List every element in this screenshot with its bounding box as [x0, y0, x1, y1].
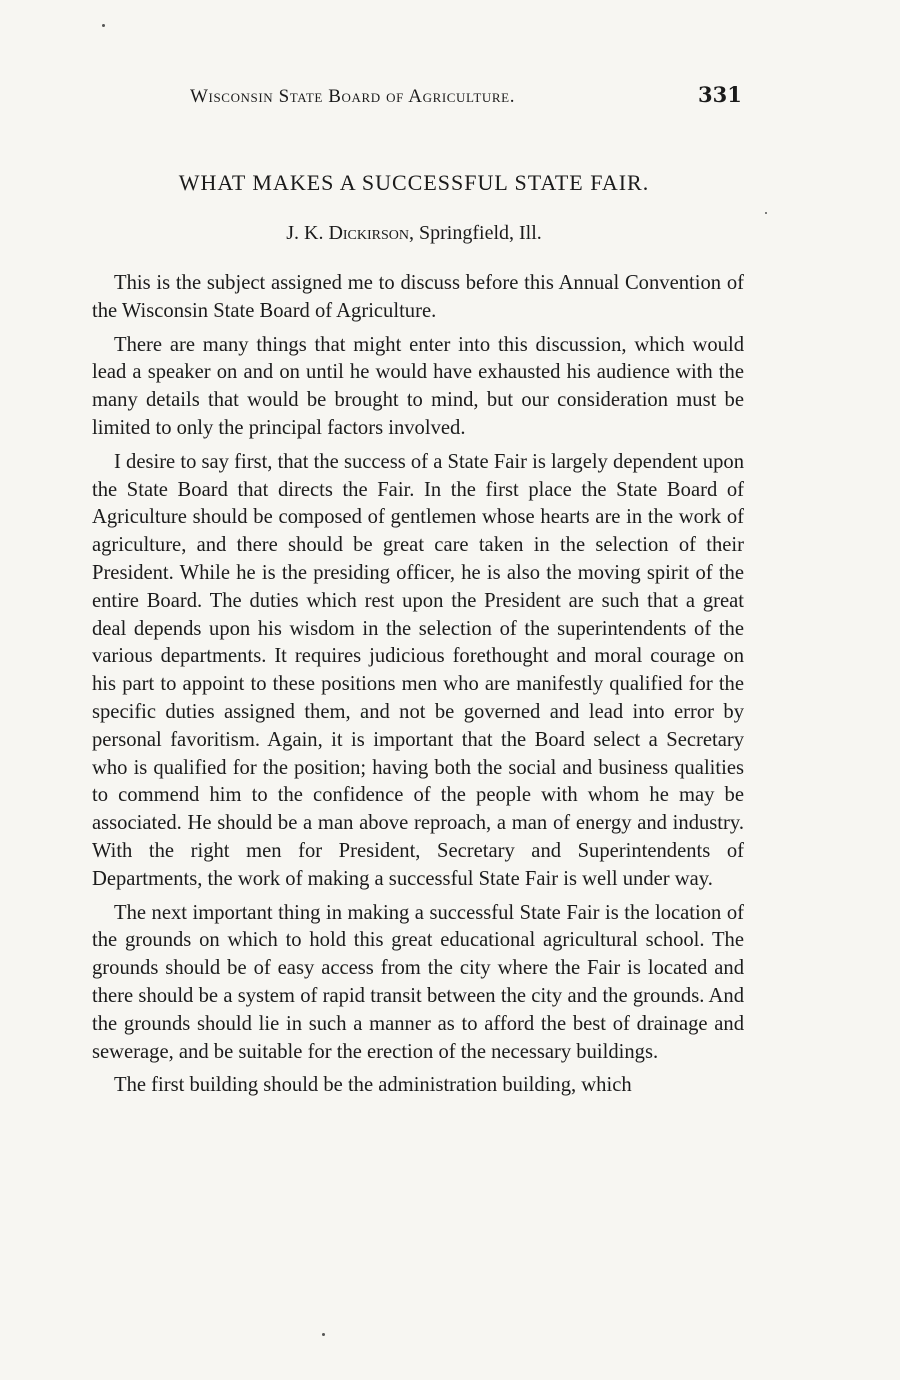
paper-speck: [765, 212, 767, 214]
page-number: 331: [698, 82, 742, 107]
paper-speck: [102, 24, 105, 27]
article-body: [92, 270, 744, 1106]
running-head: Wisconsin State Board of Agriculture.: [190, 86, 516, 107]
paper-speck: [322, 1333, 325, 1336]
byline: [0, 222, 828, 245]
article-title: WHAT MAKES A SUCCESSFUL STATE FAIR.: [178, 170, 650, 195]
paragraph: This is the subject assigned me to discuss before this Annual Convention of the Wisconsin State Board of Agriculture.: [92, 272, 744, 322]
paragraph: I desire to say first, that the success of a State Fair is largely dependent upon the State Board that directs the Fair. In the first place the State Board of Agriculture should be composed of gentlemen whose hearts are in the work of agriculture, and there should be great care taken in the selection of their President. While he is the presiding officer, he is also the moving spirit of the entire Board. The duties which rest upon the President are such that a great deal depends upon his wisdom in the selection of the superintendents of the various departments. It requires judicious forethought and moral courage on his part to appoint to these positions men who are manifestly qualified for the specific duties assigned them, and not be governed and lead into error by personal favoritism. Again, it is important that the Board select a Secretary who is qualified for the position; having both the social and business qualities to commend him to the confidence of the people with whom he may be associated. He should be a man above reproach, a man of energy and industry. With the right men for President, Secretary and Superintendents of Departments, the work of making a successful State Fair is well under way.: [92, 450, 744, 890]
paragraph: The first building should be the administration building, which: [114, 1074, 632, 1097]
paragraph: The next important thing in making a successful State Fair is the location of the grounds on which to hold this great educational agricultural school. The grounds should be of easy access from the city where the Fair is located and there should be a system of rapid transit between the city and the grounds. And the grounds should lie in such a manner as to afford the best of drainage and sewerage, and be suitable for the erection of the necessary buildings.: [92, 901, 744, 1063]
author-name: J. K. Dickirson: [286, 222, 410, 244]
paragraph: There are many things that might enter into this discussion, which would lead a speaker on and on until he would have exhausted his audience with the many details that would be brought to mind, but our consideration must be limited to only the principal factors involved.: [92, 333, 744, 439]
author-location: , Springfield, Ill.: [409, 222, 542, 244]
